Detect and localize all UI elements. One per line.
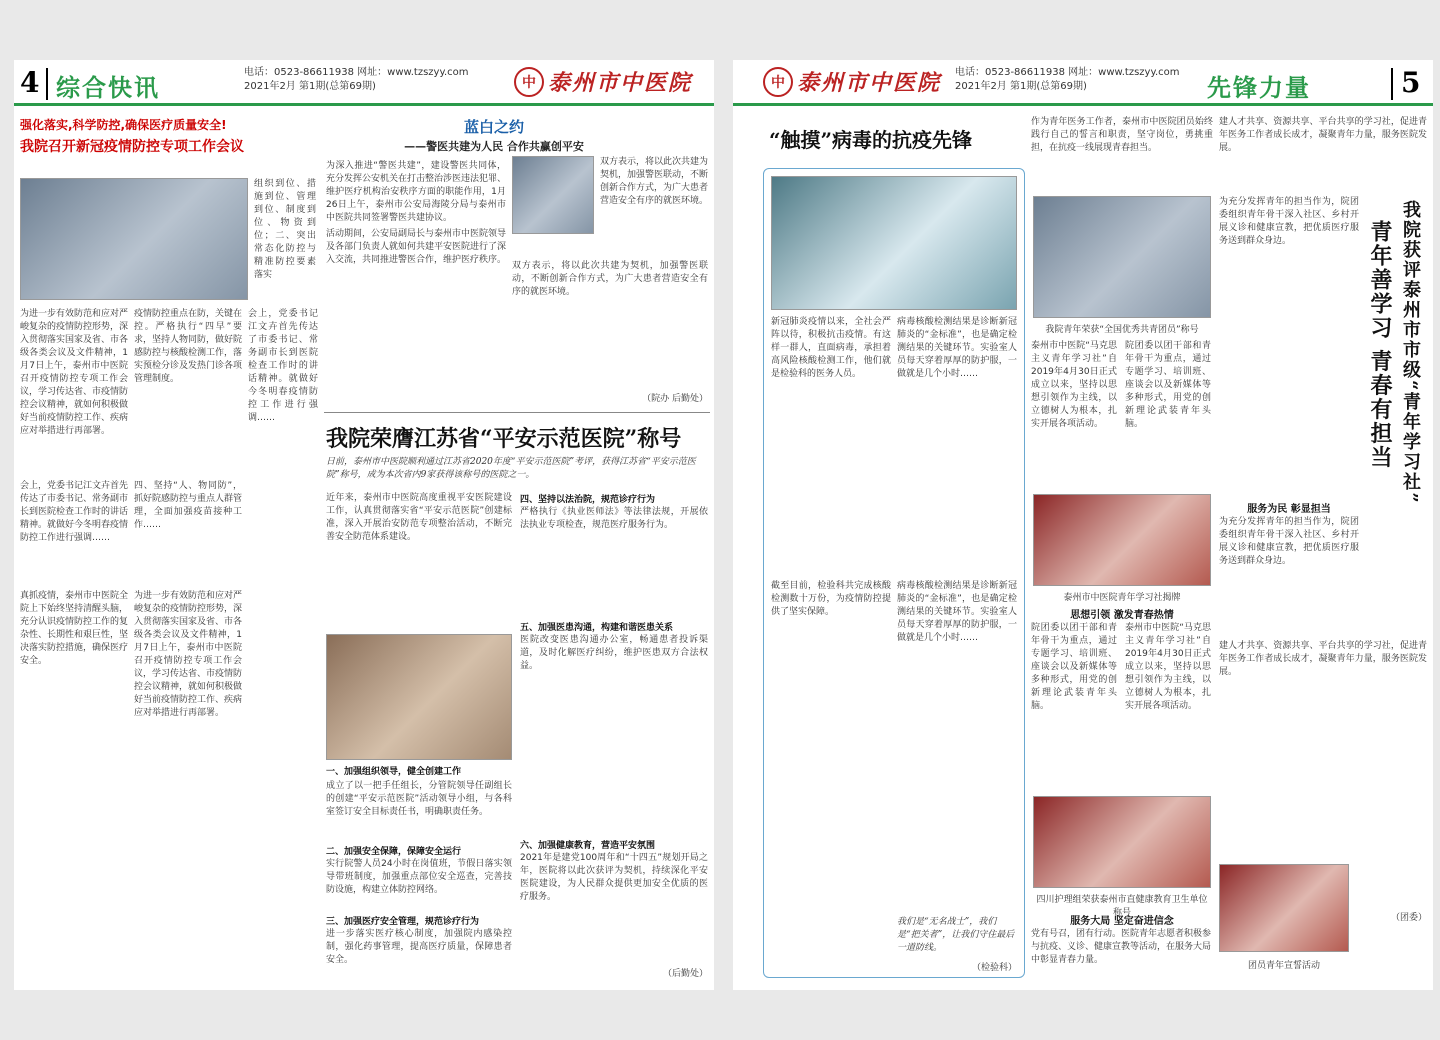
- divider: [46, 68, 48, 100]
- lab-photo: [771, 176, 1017, 310]
- a3-h2: 二、加强安全保障，保障安全运行: [326, 847, 462, 857]
- b3-vtitle-1: 我院获评泰州市市级“青年学习社”: [1400, 200, 1421, 505]
- b1-body3: 截至目前，检验科共完成核酸检测数十万份，为疫情防控提供了坚实保障。: [771, 581, 891, 617]
- a3-caption: 一、加强组织领导，健全创建工作: [326, 767, 462, 777]
- divider: [1391, 68, 1393, 100]
- a2-body3: 双方表示，将以此次共建为契机，加强警医联动，不断创新合作方式，为广大患者营造安全有序的就医环境。: [512, 261, 708, 297]
- a3-h3: 三、加强医疗安全管理，规范诊疗行为: [326, 917, 480, 927]
- a3-author: （后勤处）: [662, 969, 708, 979]
- b2-h2: 服务大局 坚定奋进信念: [1070, 916, 1174, 927]
- a1-body7: 会上，党委书记江文卉首先传达了市委书记、常务副市长到医院检查工作时的讲话精神。就做好今冬明春疫情防控工作进行强调……: [248, 309, 318, 423]
- b2-body3: 院团委以团干部和青年骨干为重点，通过专题学习、培训班、座谈会以及新媒体等多种形式，用党的创新理论武装青年头脑。: [1031, 623, 1117, 711]
- b3-vtitle-2: 青年善学习 青春有担当: [1367, 220, 1393, 470]
- page-number: 4: [20, 66, 40, 99]
- a1-body5: 真抓疫情，泰州市中医院全院上下始终坚持清醒头脑，充分认识疫情防控工作的复杂性、长期性和艰巨性，坚决落实防控措施，确保医疗安全。: [20, 591, 128, 666]
- a2-body1: 为深入推进“警医共建”，建设警医共同体，充分发挥公安机关在打击整治涉医违法犯罪、维护医疗机构治安秩序方面的职能作用，1月26日上午，泰州市公安局海陵分局与泰州市中医院共同签署警医共建协议。: [326, 161, 506, 223]
- b1-author: （检验科）: [971, 963, 1017, 973]
- b1-poem: 我们是“无名战士”，我们是“把关者”，让我们守住最后一道防线。: [897, 917, 1015, 953]
- inspection-photo: [326, 634, 512, 760]
- a3-h5: 五、加强医患沟通，构建和谐医患关系: [520, 623, 674, 633]
- a1-body4: 四、坚持“人、物同防”，抓好院感防控与重点人群管理，全面加强疫苗接种工作……: [134, 481, 242, 530]
- b3-h1: 服务为民 彰显担当: [1247, 504, 1331, 515]
- b1-body1: 新冠肺炎疫情以来，全社会严阵以待，积极抗击疫情。有这样一群人，直面病毒，承担着高风险核酸检测工作，他们就是检验科的医务人员。: [771, 317, 891, 379]
- contact-info: 电话：0523-86611938 网址：www.tzszyy.com 2021年2月 第1期(总第69期): [244, 67, 469, 92]
- a3-body3: 实行院警人员24小时在岗值班，节假日落实领导带班制度，加强重点部位安全巡查，完善技防设施，构建立体防控网络。: [326, 859, 512, 895]
- a2-side: 双方表示，将以此次共建为契机，加强警医联动，不断创新合作方式，为广大患者营造安全有序的就医环境。: [600, 157, 708, 206]
- a1-kicker: 强化落实,科学防控,确保医疗质量安全!: [20, 118, 227, 132]
- a2-body2: 活动期间，公安局副局长与泰州市中医院领导及各部门负责人就如何共建平安医院进行了深入交流，共同推进警医合作，维护医疗秩序。: [326, 229, 506, 265]
- signing-photo: [512, 156, 594, 234]
- b3-body1: 建人才共享、资源共享、平台共享的学习社，促进青年医务工作者成长成才，凝聚青年力量，服务医院发展。: [1219, 117, 1427, 153]
- a3-body4: 进一步落实医疗核心制度，加强院内感染控制，强化药事管理，提高医疗质量，保障患者安全。: [326, 929, 512, 965]
- hospital-brand: 中 泰州市中医院: [763, 66, 941, 97]
- left-page: [14, 60, 714, 990]
- b2-h1: 思想引领 激发青春热情: [1070, 610, 1174, 621]
- section-divider: [324, 412, 710, 413]
- a2-title: 蓝白之约: [463, 118, 524, 136]
- b2-body3a: 院团委以团干部和青年骨干为重点，通过专题学习、培训班、座谈会以及新媒体等多种形式，用党的创新理论武装青年头脑。: [1125, 341, 1211, 429]
- a3-body1: 近年来，泰州市中医院高度重视平安医院建设工作，认真贯彻落实省“平安示范医院”创建标准，深入开展治安防范专项整治活动，不断完善安全防范体系建设。: [326, 493, 512, 542]
- a3-body2: 成立了以一把手任组长，分管院领导任副组长的创建“平安示范医院”活动领导小组，与各科室签订安全目标责任书，明确职责任务。: [326, 781, 512, 817]
- a3-body7: 2021年是建党100周年和“十四五”规划开局之年，医院将以此次获评为契机，持续深化平安医院建设，为人民群众提供更加安全优质的医疗服务。: [520, 853, 708, 902]
- a1-body3: 疫情防控重点在防，关键在控。严格执行“四早”要求，坚持人物同防，做好院感防控与核酸检测工作，落实预检分诊及发热门诊各项管理制度。: [134, 309, 242, 384]
- hospital-logo-icon: 中: [763, 67, 793, 97]
- b3-caption: 团员青年宣誓活动: [1247, 961, 1320, 971]
- b3-body3: 建人才共享、资源共享、平台共享的学习社，促进青年医务工作者成长成才，凝聚青年力量，服务医院发展。: [1219, 641, 1427, 677]
- b2-caption2: 泰州市中医院青年学习社揭牌: [1063, 593, 1181, 603]
- a1-body6: 为进一步有效防范和应对严峻复杂的疫情防控形势，深入贯彻落实国家及省、市各级各类会议及文件精神，1月7日上午，泰州市中医院召开疫情防控专项工作会议，学习传达省、市疫情防控会议精神，就如何积极做好当前疫情防控工作、疾病应对举措进行再部署。: [134, 591, 242, 718]
- b2-body1: 作为青年医务工作者，泰州市中医院团员始终践行自己的誓言和职责，坚守岗位，勇挑重担，在抗疫一线展现青春担当。: [1031, 117, 1213, 153]
- hospital-brand: 中 泰州市中医院: [514, 66, 692, 97]
- right-masthead: [733, 60, 1433, 106]
- a3-body6: 医院改变医患沟通办公室，畅通患者投诉渠道，及时化解医疗纠纷，维护医患双方合法权益。: [520, 635, 708, 671]
- b1-title: “触摸”病毒的抗疫先锋: [769, 128, 973, 152]
- b3-body2: 为充分发挥青年的担当作为，院团委组织青年骨干深入社区、乡村开展义诊和健康宣教，把优质医疗服务送到群众身边。: [1219, 517, 1359, 566]
- a3-lead: 日前，泰州市中医院顺利通过江苏省2020年度“平安示范医院”考评，获得江苏省“平安示范医院”称号，成为本次省内9家获得该称号的医院之一。: [326, 457, 696, 480]
- a3-h6: 六、加强健康教育，营造平安氛围: [520, 841, 656, 851]
- b2-caption3: 四川护理组荣获泰州市直健康教育卫生单位称号: [1036, 895, 1208, 918]
- column-name: 先锋力量: [1207, 74, 1311, 102]
- b2-caption1: 我院青年荣获“全国优秀共青团员”称号: [1045, 325, 1199, 335]
- b2-body2: 泰州市中医院“马克思主义青年学习社”自2019年4月30日正式成立以来，坚持以思想引领作为主线，以立德树人为根本，扎实开展各项活动。: [1031, 341, 1117, 429]
- left-masthead: [14, 60, 714, 106]
- a3-h4: 四、坚持以法治院，规范诊疗行为: [520, 495, 656, 505]
- right-page: [733, 60, 1433, 990]
- b3-author: （团委）: [1390, 913, 1427, 923]
- ceremony-photo: [1033, 796, 1211, 888]
- b2-body4: 党有号召，团有行动。医院青年志愿者积极参与抗疫、义诊、健康宣教等活动，在服务大局中彰显青春力量。: [1031, 929, 1211, 965]
- unveiling-photo: [1033, 494, 1211, 586]
- award-photo: [1033, 196, 1211, 318]
- oath-photo: [1219, 864, 1349, 952]
- a3-body5: 严格执行《执业医师法》等法律法规，开展依法执业专项检查，规范医疗服务行为。: [520, 507, 708, 530]
- a2-subtitle: ——警医共建为人民 合作共赢创平安: [404, 140, 584, 153]
- a1-side-text: 组织到位、措施到位、管理到位、制度到位、物资到位；二、突出常态化防控与精准防控要素落实: [254, 179, 316, 280]
- page-number: 5: [1401, 66, 1421, 99]
- b2-body3b: 泰州市中医院“马克思主义青年学习社”自2019年4月30日正式成立以来，坚持以思想引领作为主线，以立德树人为根本，扎实开展各项活动。: [1125, 623, 1211, 711]
- a3-title: 我院荣膺江苏省“平安示范医院”称号: [326, 426, 682, 452]
- meeting-photo: [20, 178, 248, 300]
- column-name: 综合快讯: [56, 74, 160, 102]
- a2-author: （院办 后勤处）: [642, 394, 708, 404]
- hospital-logo-icon: 中: [514, 67, 544, 97]
- b3-body2a: 为充分发挥青年的担当作为，院团委组织青年骨干深入社区、乡村开展义诊和健康宣教，把优质医疗服务送到群众身边。: [1219, 197, 1359, 246]
- b1-body4: 病毒核酸检测结果是诊断新冠肺炎的“金标准”，也是确定检测结果的关键环节。实验室人员每天穿着厚厚的防护服，一做就是几个小时……: [897, 581, 1017, 643]
- a1-body2: 会上，党委书记江文卉首先传达了市委书记、常务副市长到医院检查工作时的讲话精神。就做好今冬明春疫情防控工作进行强调……: [20, 481, 128, 543]
- a1-body1: 为进一步有效防范和应对严峻复杂的疫情防控形势，深入贯彻落实国家及省、市各级各类会议及文件精神，1月7日上午，泰州市中医院召开疫情防控专项工作会议，学习传达省、市疫情防控会议精神，就如何积极做好当前疫情防控工作、疾病应对举措进行再部署。: [20, 309, 128, 436]
- contact-info: 电话：0523-86611938 网址：www.tzszyy.com 2021年2月 第1期(总第69期): [955, 67, 1180, 92]
- a1-title: 我院召开新冠疫情防控专项工作会议: [20, 139, 244, 155]
- b1-body2: 病毒核酸检测结果是诊断新冠肺炎的“金标准”，也是确定检测结果的关键环节。实验室人员每天穿着厚厚的防护服，一做就是几个小时……: [897, 317, 1017, 379]
